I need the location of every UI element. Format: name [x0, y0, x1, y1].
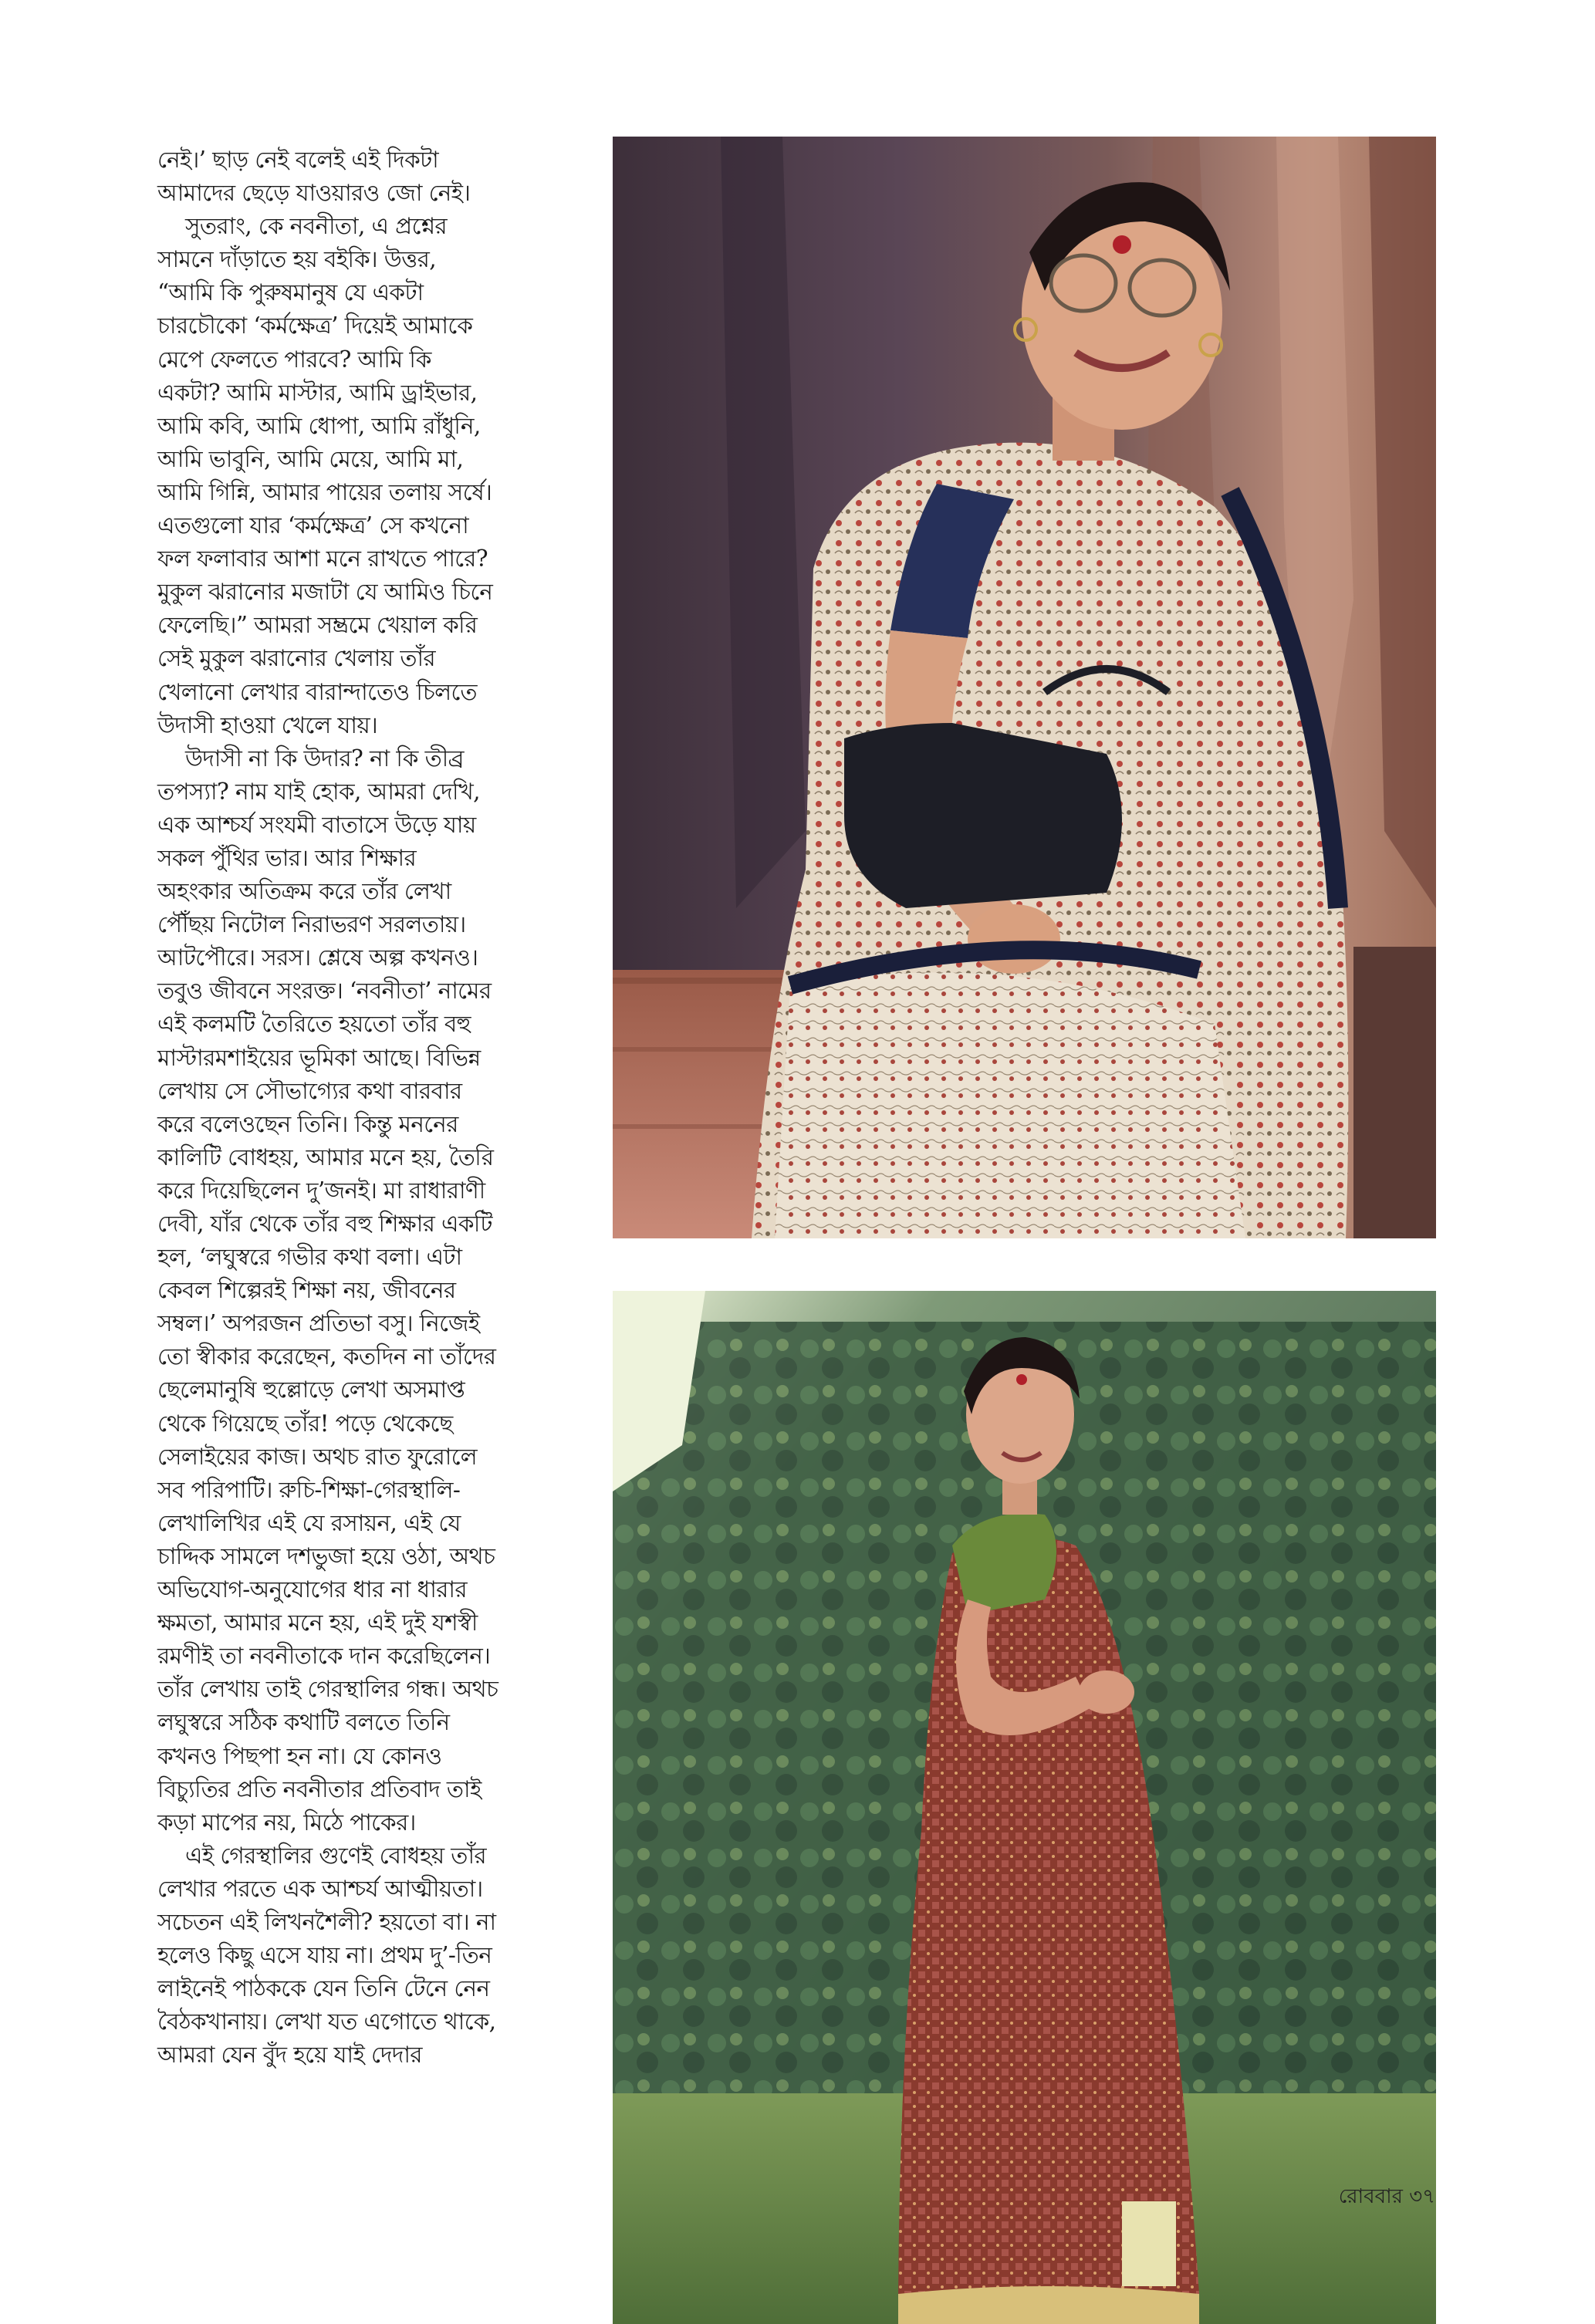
article-line: মুকুল ঝরানোর মজাটা যে আমিও চিনে [157, 579, 493, 606]
article-line: ছেলেমানুষি হুল্লোড়ে লেখা অসমাপ্ত [157, 1376, 465, 1404]
article-line: লেখার পরতে এক আশ্চর্য আত্মীয়তা। [157, 1875, 483, 1902]
standing-photo-illustration [613, 1291, 1436, 2324]
article-line: সব পরিপাটি। রুচি-শিক্ষা-গেরস্থালি- [157, 1476, 461, 1503]
article-line: লঘুস্বরে সঠিক কথাটি বলতে তিনি [157, 1709, 450, 1736]
article-line: একটা? আমি মাস্টার, আমি ড্রাইভার, [157, 379, 478, 406]
article-line: ফেলেছি।” আমরা সম্ভ্রমে খেয়াল করি [157, 612, 478, 639]
article-line: করে দিয়েছিলেন দু’জনই। মা রাধারাণী [157, 1177, 485, 1204]
article-line: আমরা যেন বুঁদ হয়ে যাই দেদার [157, 2042, 422, 2069]
article-line: সচেতন এই লিখনশৈলী? হয়তো বা। না [157, 1908, 496, 1935]
article-line: অভিযোগ-অনুযোগের ধার না ধারার [157, 1576, 467, 1603]
article-line: চাদ্দিক সামলে দশভুজা হয়ে ওঠা, অথচ [157, 1542, 495, 1569]
article-line: সুতরাং, কে নবনীতা, এ প্রশ্নের [185, 213, 448, 240]
article-line: কেবল শিল্পেরই শিক্ষা নয়, জীবনের [157, 1277, 456, 1304]
article-line: চারচৌকো ‘কর্মক্ষেত্র’ দিয়েই আমাকে [157, 312, 473, 339]
article-text-column [157, 144, 543, 2072]
photo-woman-seated-saree [613, 137, 1436, 1238]
article-line: সকল পুঁথির ভার। আর শিক্ষার [157, 844, 417, 871]
article-line: উদাসী হাওয়া খেলে যায়। [157, 711, 378, 738]
article-line: তবুও জীবনে সংরক্ত। ‘নবনীতা’ নামের [157, 978, 492, 1005]
article-line: আমি কবি, আমি ধোপা, আমি রাঁধুনি, [157, 412, 481, 439]
article-line: এই গেরস্থালির গুণেই বোধহয় তাঁর [185, 1842, 487, 1869]
article-line: আমাদের ছেড়ে যাওয়ারও জো নেই। [157, 180, 471, 207]
article-line: করে বলেওছেন তিনি। কিন্তু মননের [157, 1110, 458, 1137]
article-line: পৌঁছয় নিটোল নিরাভরণ সরলতায়। [157, 911, 466, 938]
article-line: লেখালিখির এই যে রসায়ন, এই যে [157, 1509, 461, 1536]
photo-woman-standing-garden [613, 1291, 1436, 2324]
article-line: বিচ্যুতির প্রতি নবনীতার প্রতিবাদ তাই [157, 1775, 482, 1802]
article-line: আমি গিন্নি, আমার পায়ের তলায় সর্ষে। [157, 478, 492, 505]
article-line: ক্ষমতা, আমার মনে হয়, এই দুই যশস্বী [157, 1610, 478, 1637]
article-line: “আমি কি পুরুষমানুষ যে একটা [157, 279, 424, 306]
article-line: এই কলমটি তৈরিতে হয়তো তাঁর বহু [157, 1011, 471, 1038]
article-line: তাঁর লেখায় তাই গেরস্থালির গন্ধ। অথচ [157, 1676, 498, 1703]
article-line: খেলানো লেখার বারান্দাতেও চিলতে [157, 678, 477, 705]
article-line: নেই।’ ছাড় নেই বলেই এই দিকটা [157, 147, 439, 173]
article-line: সামনে দাঁড়াতে হয় বইকি। উত্তর, [157, 246, 436, 273]
article-line: আমি ভাবুনি, আমি মেয়ে, আমি মা, [157, 445, 464, 472]
article-line: সেলাইয়ের কাজ। অথচ রাত ফুরোলে [157, 1443, 477, 1470]
article-line: হলেও কিছু এসে যায় না। প্রথম দু’-তিন [157, 1942, 492, 1969]
article-line: রমণীই তা নবনীতাকে দান করেছিলেন। [157, 1643, 491, 1670]
article-line: বৈঠকখানায়। লেখা যত এগোতে থাকে, [157, 2008, 496, 2035]
article-line: কালিটি বোধহয়, আমার মনে হয়, তৈরি [157, 1143, 494, 1170]
article-line: লাইনেই পাঠককে যেন তিনি টেনে নেন [157, 1975, 490, 2002]
seated-photo-illustration [613, 137, 1436, 1238]
article-line: কড়া মাপের নয়, মিঠে পাকের। [157, 1809, 416, 1836]
article-line: দেবী, যাঁর থেকে তাঁর বহু শিক্ষার একটি [157, 1211, 492, 1237]
article-line: থেকে গিয়েছে তাঁর! পড়ে থেকেছে [157, 1410, 453, 1437]
article-line: ফল ফলাবার আশা মনে রাখতে পারে? [157, 546, 488, 573]
article-line: অহংকার অতিক্রম করে তাঁর লেখা [157, 878, 451, 905]
article-line: তপস্যা? নাম যাই হোক, আমরা দেখি, [157, 778, 480, 805]
article-line: সেই মুকুল ঝরানোর খেলায় তাঁর [157, 645, 436, 672]
article-line: কখনও পিছপা হন না। যে কোনও [157, 1742, 442, 1769]
article-line: মেপে ফেলতে পারবে? আমি কি [157, 346, 431, 373]
article-line: এতগুলো যার ‘কর্মক্ষেত্র’ সে কখনো [157, 512, 469, 539]
article-line: আটপৌরে। সরস। শ্লেষে অল্প কখনও। [157, 944, 478, 971]
article-line: লেখায় সে সৌভাগ্যের কথা বারবার [157, 1077, 462, 1104]
article-line: মাস্টারমশাইয়ের ভূমিকা আছে। বিভিন্ন [157, 1044, 481, 1071]
article-line: এক আশ্চর্য সংযমী বাতাসে উড়ে যায় [157, 811, 476, 838]
article-line: হল, ‘লঘুস্বরে গভীর কথা বলা। এটা [157, 1244, 462, 1271]
page-number: রোববার ৩৭ [1338, 2185, 1435, 2208]
article-line: উদাসী না কি উদার? না কি তীব্র [185, 745, 464, 772]
article-line: তো স্বীকার করেছেন, কতদিন না তাঁদের [157, 1343, 496, 1370]
article-line: সম্বল।’ অপরজন প্রতিভা বসু। নিজেই [157, 1310, 480, 1337]
